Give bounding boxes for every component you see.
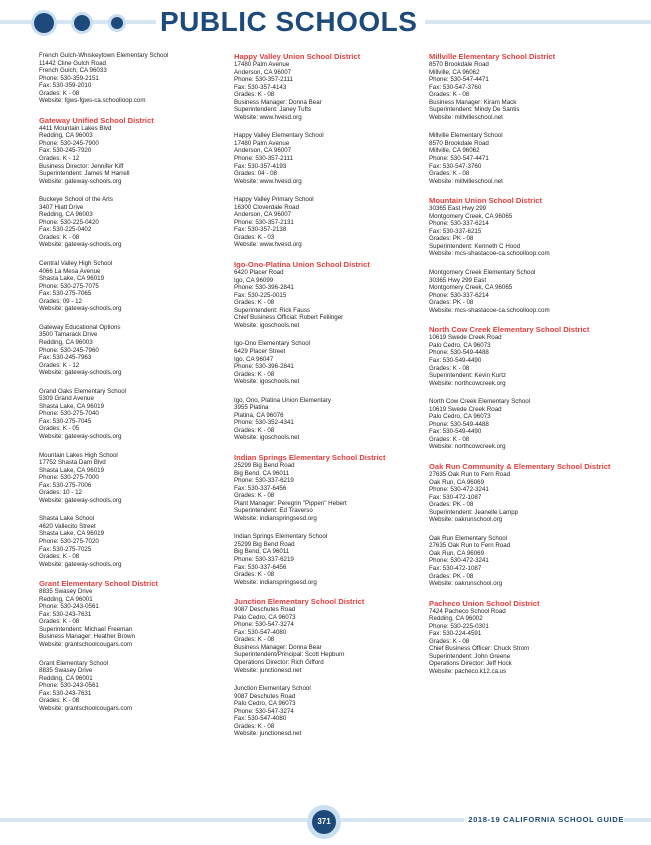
website-line: Website: pacheco.k12.ca.us (429, 668, 507, 675)
district-entry (429, 462, 627, 524)
school-name: Grant Elementary School (39, 659, 109, 667)
staff-line: Superintendent: Ed Traverso (234, 507, 313, 515)
address-line: 25299 Big Bend Road (234, 461, 295, 469)
district-entry (234, 260, 432, 329)
address-line: 6429 Placer Street (234, 347, 286, 355)
fax-line: Fax: 530-547-3760 (429, 83, 482, 91)
district-entry (234, 453, 432, 522)
district-name: Millville Elementary School District (429, 52, 556, 61)
page-title: PUBLIC SCHOOLS (156, 4, 425, 40)
grades-line: Grades: 09 - 12 (39, 297, 82, 305)
phone-line: Phone: 530-275-7000 (39, 474, 99, 482)
phone-line: Phone: 530-225-0301 (429, 622, 489, 630)
school-name: Central Valley High School (39, 260, 113, 268)
district-entry (429, 52, 627, 121)
district-name: Mountain Union School District (429, 196, 543, 206)
dot-medium (74, 15, 90, 31)
school-name: Happy Valley Primary School (234, 196, 314, 204)
address-line: 8835 Swasey Drive (39, 588, 93, 596)
website-line: Website: igoschools.net (234, 321, 300, 329)
fax-line: Fax: 530-224-4591 (429, 630, 482, 638)
district-entry (39, 579, 237, 648)
district-name: Indian Springs Elementary School District (234, 452, 386, 462)
school-entry (39, 388, 237, 441)
address-line: 10619 Swede Creek Road (429, 334, 502, 342)
fax-line: Fax: 530-547-3760 (429, 162, 482, 170)
city-line: Palo Cedro, CA 96073 (429, 413, 491, 421)
address-line: 9087 Deschutes Road (234, 606, 296, 614)
district-entry (39, 116, 237, 185)
city-line: French Gulch, CA 96033 (39, 67, 107, 75)
website-line: Website: gateway-schools.org (39, 432, 122, 440)
address-line: 27635 Oak Run to Fern Road (429, 542, 511, 550)
city-line: Redding, CA 96003 (39, 338, 93, 346)
school-entry (39, 260, 237, 313)
address-line: 3500 Tamarack Drive (39, 331, 98, 339)
staff-line: Business Director: Jennifer Kiff (39, 162, 124, 170)
staff-line: Superintendent: Kevin Kurtz (429, 372, 507, 380)
fax-line: Fax: 530-243-7631 (39, 689, 92, 697)
staff-line: Business Manager: Heather Brown (39, 633, 135, 641)
address-line: 10619 Swede Creek Road (429, 405, 502, 413)
website-line: Website: www.hvesd.org (234, 241, 302, 249)
grades-line: Grades: K - 08 (39, 233, 80, 241)
grades-line: Grades: PK - 08 (429, 299, 474, 307)
phone-line: Phone: 530-547-4471 (429, 155, 489, 163)
dot-large (34, 13, 54, 33)
phone-line: Phone: 530-337-6214 (429, 291, 489, 299)
website-line: Website: oakrunschool.org (429, 580, 503, 588)
staff-line: Superintendent: Janey Tufts (234, 106, 312, 114)
city-line: Anderson, CA 96007 (234, 147, 292, 155)
grades-line: Grades: K - 08 (234, 299, 275, 307)
phone-line: Phone: 530-549-4488 (429, 420, 489, 428)
city-line: Millville, CA 96062 (429, 147, 480, 155)
staff-line: Plant Manager: Peregrin "Pippen" Hebert (234, 499, 347, 507)
school-name: Igo-Ono Elementary School (234, 340, 311, 348)
phone-line: Phone: 530-396-2841 (234, 363, 294, 371)
grades-line: Grades: K - 08 (429, 364, 470, 372)
website-line: Website: northcowcreek.org (429, 379, 506, 387)
school-entry (39, 196, 237, 249)
fax-line: Fax: 530-275-7006 (39, 481, 92, 489)
phone-line: Phone: 530-547-3274 (234, 621, 294, 629)
district-name: Junction Elementary School District (234, 597, 365, 607)
page-number: 371 (312, 810, 336, 834)
fax-line: Fax: 530-337-6215 (429, 227, 482, 235)
phone-line: Phone: 530-337-6219 (234, 555, 294, 563)
district-entry (429, 196, 627, 258)
website-line: Website: gateway-schools.org (39, 241, 122, 249)
grades-line: Grades: K - 08 (429, 91, 470, 99)
address-line: 8835 Swasey Drive (39, 667, 93, 675)
directory-column-1 (39, 52, 237, 723)
address-line: 17480 Palm Avenue (234, 61, 290, 68)
fax-line: Fax: 530-245-7963 (39, 354, 92, 362)
address-line: 8570 Brookdale Road (429, 139, 489, 147)
school-name: Oak Run Elementary School (429, 534, 508, 542)
website-line: Website: indianspringsesd.org (234, 578, 317, 586)
school-name: Montgomery Creek Elementary School (429, 269, 536, 277)
district-entry (234, 597, 432, 674)
city-line: Shasta Lake, CA 96019 (39, 275, 105, 283)
website-line: Website: grantschoolcougars.com (39, 704, 133, 712)
school-entry (39, 515, 237, 568)
fax-line: Fax: 530-275-7065 (39, 290, 92, 298)
city-line: Montgomery Creek, CA 96065 (429, 284, 513, 292)
website-line: Website: northcowcreek.org (429, 443, 506, 451)
city-line: Palo Cedro, CA 96073 (234, 613, 296, 621)
phone-line: Phone: 530-337-6219 (234, 477, 294, 485)
website-line: Website: millvilleschool.net (429, 177, 503, 185)
school-entry (39, 324, 237, 377)
website-line: Website: mcs-shastacoe-ca.schoolloop.com (429, 306, 550, 314)
website-line: Website: gateway-schools.org (39, 369, 122, 377)
address-line: 9087 Deschutes Road (234, 692, 296, 700)
website-line: Website: gateway-schools.org (39, 305, 122, 313)
city-line: Millville, CA 96062 (429, 68, 480, 76)
fax-line: Fax: 530-337-6456 (234, 484, 287, 492)
fax-line: Fax: 530-275-7045 (39, 417, 92, 425)
fax-line: Fax: 530-357-4143 (234, 83, 287, 91)
website-line: Website: grantschoolcougars.com (39, 641, 133, 648)
phone-line: Phone: 530-547-3274 (234, 707, 294, 715)
district-name: Gateway Unified School District (39, 115, 154, 125)
directory-column-2 (234, 52, 432, 749)
fax-line: Fax: 530-549-4490 (429, 428, 482, 436)
fax-line: Fax: 530-225-0015 (234, 291, 287, 299)
staff-line: Superintendent: Kenneth C Hood (429, 242, 521, 250)
city-line: Palo Cedro, CA 96073 (429, 341, 491, 349)
school-entry (234, 196, 432, 249)
grades-line: Grades: K - 08 (429, 637, 470, 645)
school-name: Gateway Educational Options (39, 323, 121, 331)
grades-line: Grades: PK - 08 (429, 501, 474, 509)
grades-line: Grades: K - 08 (39, 697, 80, 705)
staff-line: Superintendent/Principal: Scott Hepburn (234, 651, 345, 659)
phone-line: Phone: 530-275-7075 (39, 282, 99, 290)
phone-line: Phone: 530-245-7960 (39, 346, 99, 354)
staff-line: Chief Business Official: Robert Fellinger (234, 314, 344, 322)
address-line: 25299 Big Bend Road (234, 540, 295, 548)
school-entry (429, 269, 627, 314)
school-entry (429, 132, 627, 185)
address-line: 17752 Shasta Dam Blvd (39, 459, 106, 467)
grades-line: Grades: K - 08 (234, 370, 275, 378)
address-line: 17480 Palm Avenue (234, 139, 290, 147)
phone-line: Phone: 530-275-7040 (39, 410, 99, 418)
school-name: North Cow Creek Elementary School (429, 398, 531, 406)
fax-line: Fax: 530-547-4080 (234, 628, 287, 636)
fax-line: Fax: 530-547-4080 (234, 715, 287, 723)
phone-line: Phone: 530-549-4488 (429, 349, 489, 357)
grades-line: Grades: K - 08 (39, 618, 80, 626)
district-entry (429, 325, 627, 387)
address-line: 4066 La Mesa Avenue (39, 267, 101, 275)
address-line: 16300 Cloverdale Road (234, 203, 300, 211)
fax-line: Fax: 530-359-2010 (39, 82, 92, 90)
fax-line: Fax: 530-472-1087 (429, 493, 482, 501)
grades-line: Grades: K - 03 (234, 233, 275, 241)
staff-line: Superintendent: Michael Freeman (39, 625, 133, 633)
district-name: North Cow Creek Elementary School District (429, 325, 590, 335)
staff-line: Operations Director: Jeff Hock (429, 660, 512, 668)
grades-line: Grades: K - 08 (234, 722, 275, 730)
city-line: Redding, CA 96002 (429, 615, 483, 623)
school-entry (429, 398, 627, 451)
city-line: Redding, CA 96003 (39, 132, 93, 140)
city-line: Oak Run, CA 96069 (429, 549, 485, 557)
grades-line: Grades: 10 - 12 (39, 489, 82, 497)
fax-line: Fax: 530-243-7631 (39, 610, 92, 618)
school-entry (39, 660, 237, 713)
address-line: 27635 Oak Run to Fern Road (429, 470, 511, 478)
fax-line: Fax: 530-245-7920 (39, 147, 92, 155)
website-line: Website: gateway-schools.org (39, 560, 122, 568)
staff-line: Superintendent: Rick Fauss (234, 306, 311, 314)
dot-small (111, 17, 123, 29)
district-name: Happy Valley Union School District (234, 52, 361, 61)
district-name: Grant Elementary School District (39, 579, 159, 589)
grades-line: Grades: K - 08 (234, 571, 275, 579)
fax-line: Fax: 530-357-2138 (234, 226, 287, 234)
address-line: 4411 Mountain Lakes Blvd (39, 124, 112, 132)
website-line: Website: mcs-shastacoe-ca.schoolloop.com (429, 250, 550, 258)
address-line: 5309 Grand Avenue (39, 395, 94, 403)
school-name: Indian Springs Elementary School (234, 533, 328, 541)
staff-line: Operations Director: Rich Gifford (234, 659, 324, 666)
phone-line: Phone: 530-472-3241 (429, 486, 489, 494)
school-entry (429, 535, 627, 588)
address-line: 11442 Cline Gulch Road (39, 59, 106, 67)
phone-line: Phone: 530-243-0561 (39, 603, 99, 611)
school-entry (234, 533, 432, 586)
phone-line: Phone: 530-357-2111 (234, 76, 293, 84)
fax-line: Fax: 530-275-7025 (39, 545, 92, 553)
grades-line: Grades: K - 08 (234, 426, 275, 434)
fax-line: Fax: 530-357-4193 (234, 162, 287, 170)
phone-line: Phone: 530-357-2131 (234, 218, 294, 226)
address-line: 30365 Hwy 299 East (429, 276, 487, 284)
grades-line: Grades: K - 08 (39, 553, 80, 561)
address-line: 3955 Platina (234, 404, 269, 412)
city-line: Big Bend, CA 96011 (234, 469, 290, 477)
staff-line: Business Manager: Donna Bear (234, 643, 322, 651)
city-line: Anderson, CA 96007 (234, 68, 292, 76)
phone-line: Phone: 530-243-0561 (39, 682, 99, 690)
grades-line: Grades: K - 08 (429, 170, 470, 178)
phone-line: Phone: 530-225-0420 (39, 218, 99, 226)
school-name: Mountain Lakes High School (39, 451, 118, 459)
guide-title: 2018-19 CALIFORNIA SCHOOL GUIDE (464, 814, 624, 825)
address-line: 6420 Placer Road (234, 269, 284, 277)
city-line: Anderson, CA 96007 (234, 211, 292, 219)
city-line: Igo, CA 96047 (234, 355, 274, 363)
district-entry (429, 599, 627, 676)
city-line: Redding, CA 96003 (39, 211, 93, 219)
website-line: Website: oakrunschool.org (429, 516, 503, 524)
district-name: Oak Run Community & Elementary School District (429, 461, 611, 471)
website-line: Website: gateway-schools.org (39, 496, 122, 504)
grades-line: Grades: K - 08 (234, 492, 275, 500)
school-name: Millville Elementary School (429, 132, 503, 140)
website-line: Website: indianspringsesd.org (234, 514, 317, 522)
phone-line: Phone: 530-547-4471 (429, 76, 489, 84)
city-line: Shasta Lake, CA 96019 (39, 402, 105, 410)
school-name: Grand Oaks Elementary School (39, 387, 127, 395)
phone-line: Phone: 530-337-6214 (429, 220, 489, 228)
school-entry (234, 340, 432, 385)
city-line: Big Bend, CA 96011 (234, 548, 290, 556)
website-line: Website: junctionesd.net (234, 730, 302, 738)
city-line: Redding, CA 96001 (39, 595, 93, 603)
fax-line: Fax: 530-472-1087 (429, 564, 482, 572)
phone-line: Phone: 530-245-7900 (39, 139, 99, 147)
school-entry (234, 685, 432, 738)
school-name: Igo, Ono, Platina Union Elementary (234, 396, 331, 404)
city-line: Palo Cedro, CA 96073 (234, 700, 296, 708)
school-entry (39, 52, 237, 105)
grades-line: Grades: PK - 08 (429, 572, 474, 580)
phone-line: Phone: 530-472-3241 (429, 557, 489, 565)
staff-line: Business Manager: Kiram Mack (429, 98, 517, 106)
grades-line: Grades: K - 12 (39, 361, 80, 369)
grades-line: Grades: K - 08 (429, 435, 470, 443)
fax-line: Fax: 530-549-4490 (429, 356, 482, 364)
website-line: Website: igoschools.net (234, 434, 300, 442)
district-entry (234, 52, 432, 121)
city-line: Oak Run, CA 96069 (429, 478, 485, 486)
phone-line: Phone: 530-352-4341 (234, 419, 294, 427)
website-line: Website: www.hvesd.org (234, 113, 302, 121)
fax-line: Fax: 530-337-6456 (234, 563, 287, 571)
address-line: 4620 Vallecito Street (39, 522, 96, 530)
address-line: 8570 Brookdale Road (429, 61, 489, 68)
school-name: Shasta Lake School (39, 515, 95, 523)
website-line: Website: gateway-schools.org (39, 177, 122, 185)
phone-line: Phone: 530-357-2111 (234, 155, 293, 163)
address-line: 7424 Pacheco School Road (429, 607, 506, 615)
phone-line: Phone: 530-275-7020 (39, 537, 99, 545)
city-line: Igo, CA 96099 (234, 276, 274, 284)
city-line: Shasta Lake, CA 96019 (39, 466, 105, 474)
staff-line: Superintendent: James M Harrell (39, 170, 130, 178)
grades-line: Grades: K - 08 (39, 89, 80, 97)
phone-line: Phone: 530-396-2841 (234, 284, 294, 292)
school-entry (234, 397, 432, 442)
grades-line: Grades: PK - 08 (429, 235, 474, 243)
school-name: Buckeye School of the Arts (39, 196, 113, 204)
website-line: Website: fgws-fgws-ca.schoolloop.com (39, 97, 146, 105)
address-line: 3407 Hiatt Drive (39, 203, 84, 211)
city-line: Montgomery Creek, CA 96065 (429, 212, 513, 220)
phone-line: Phone: 530-359-2151 (39, 74, 99, 82)
school-entry (234, 132, 432, 185)
fax-line: Fax: 530-225-0402 (39, 226, 92, 234)
address-line: 30365 East Hwy 299 (429, 205, 487, 213)
directory-column-3 (429, 52, 627, 687)
city-line: Shasta Lake, CA 96019 (39, 530, 105, 538)
website-line: Website: igoschools.net (234, 378, 300, 386)
city-line: Platina, CA 96076 (234, 411, 284, 419)
school-name: Happy Valley Elementary School (234, 132, 324, 140)
district-name: Igo-Ono-Platina Union School District (234, 260, 370, 270)
staff-line: Business Manager: Donna Bear (234, 98, 322, 106)
website-line: Website: www.hvesd.org (234, 177, 302, 185)
grades-line: Grades: 04 - 08 (234, 170, 277, 178)
school-entry (39, 452, 237, 505)
school-name: French Gulch-Whiskeytown Elementary School (39, 52, 169, 59)
website-line: Website: junctionesd.net (234, 666, 302, 674)
staff-line: Superintendent: Mindy De Santis (429, 106, 520, 114)
staff-line: Superintendent: John Greene (429, 652, 511, 660)
grades-line: Grades: K - 08 (234, 91, 275, 99)
district-name: Pacheco Union School District (429, 598, 540, 608)
grades-line: Grades: K - 12 (39, 155, 80, 163)
city-line: Redding, CA 96001 (39, 674, 93, 682)
school-name: Junction Elementary School (234, 685, 311, 693)
staff-line: Chief Business Officer: Chuck Strom (429, 645, 530, 653)
grades-line: Grades: K - 08 (234, 636, 275, 644)
grades-line: Grades: K - 05 (39, 425, 80, 433)
staff-line: Superintendent: Jeanelle Lampp (429, 508, 519, 516)
website-line: Website: millvilleschool.net (429, 113, 503, 121)
